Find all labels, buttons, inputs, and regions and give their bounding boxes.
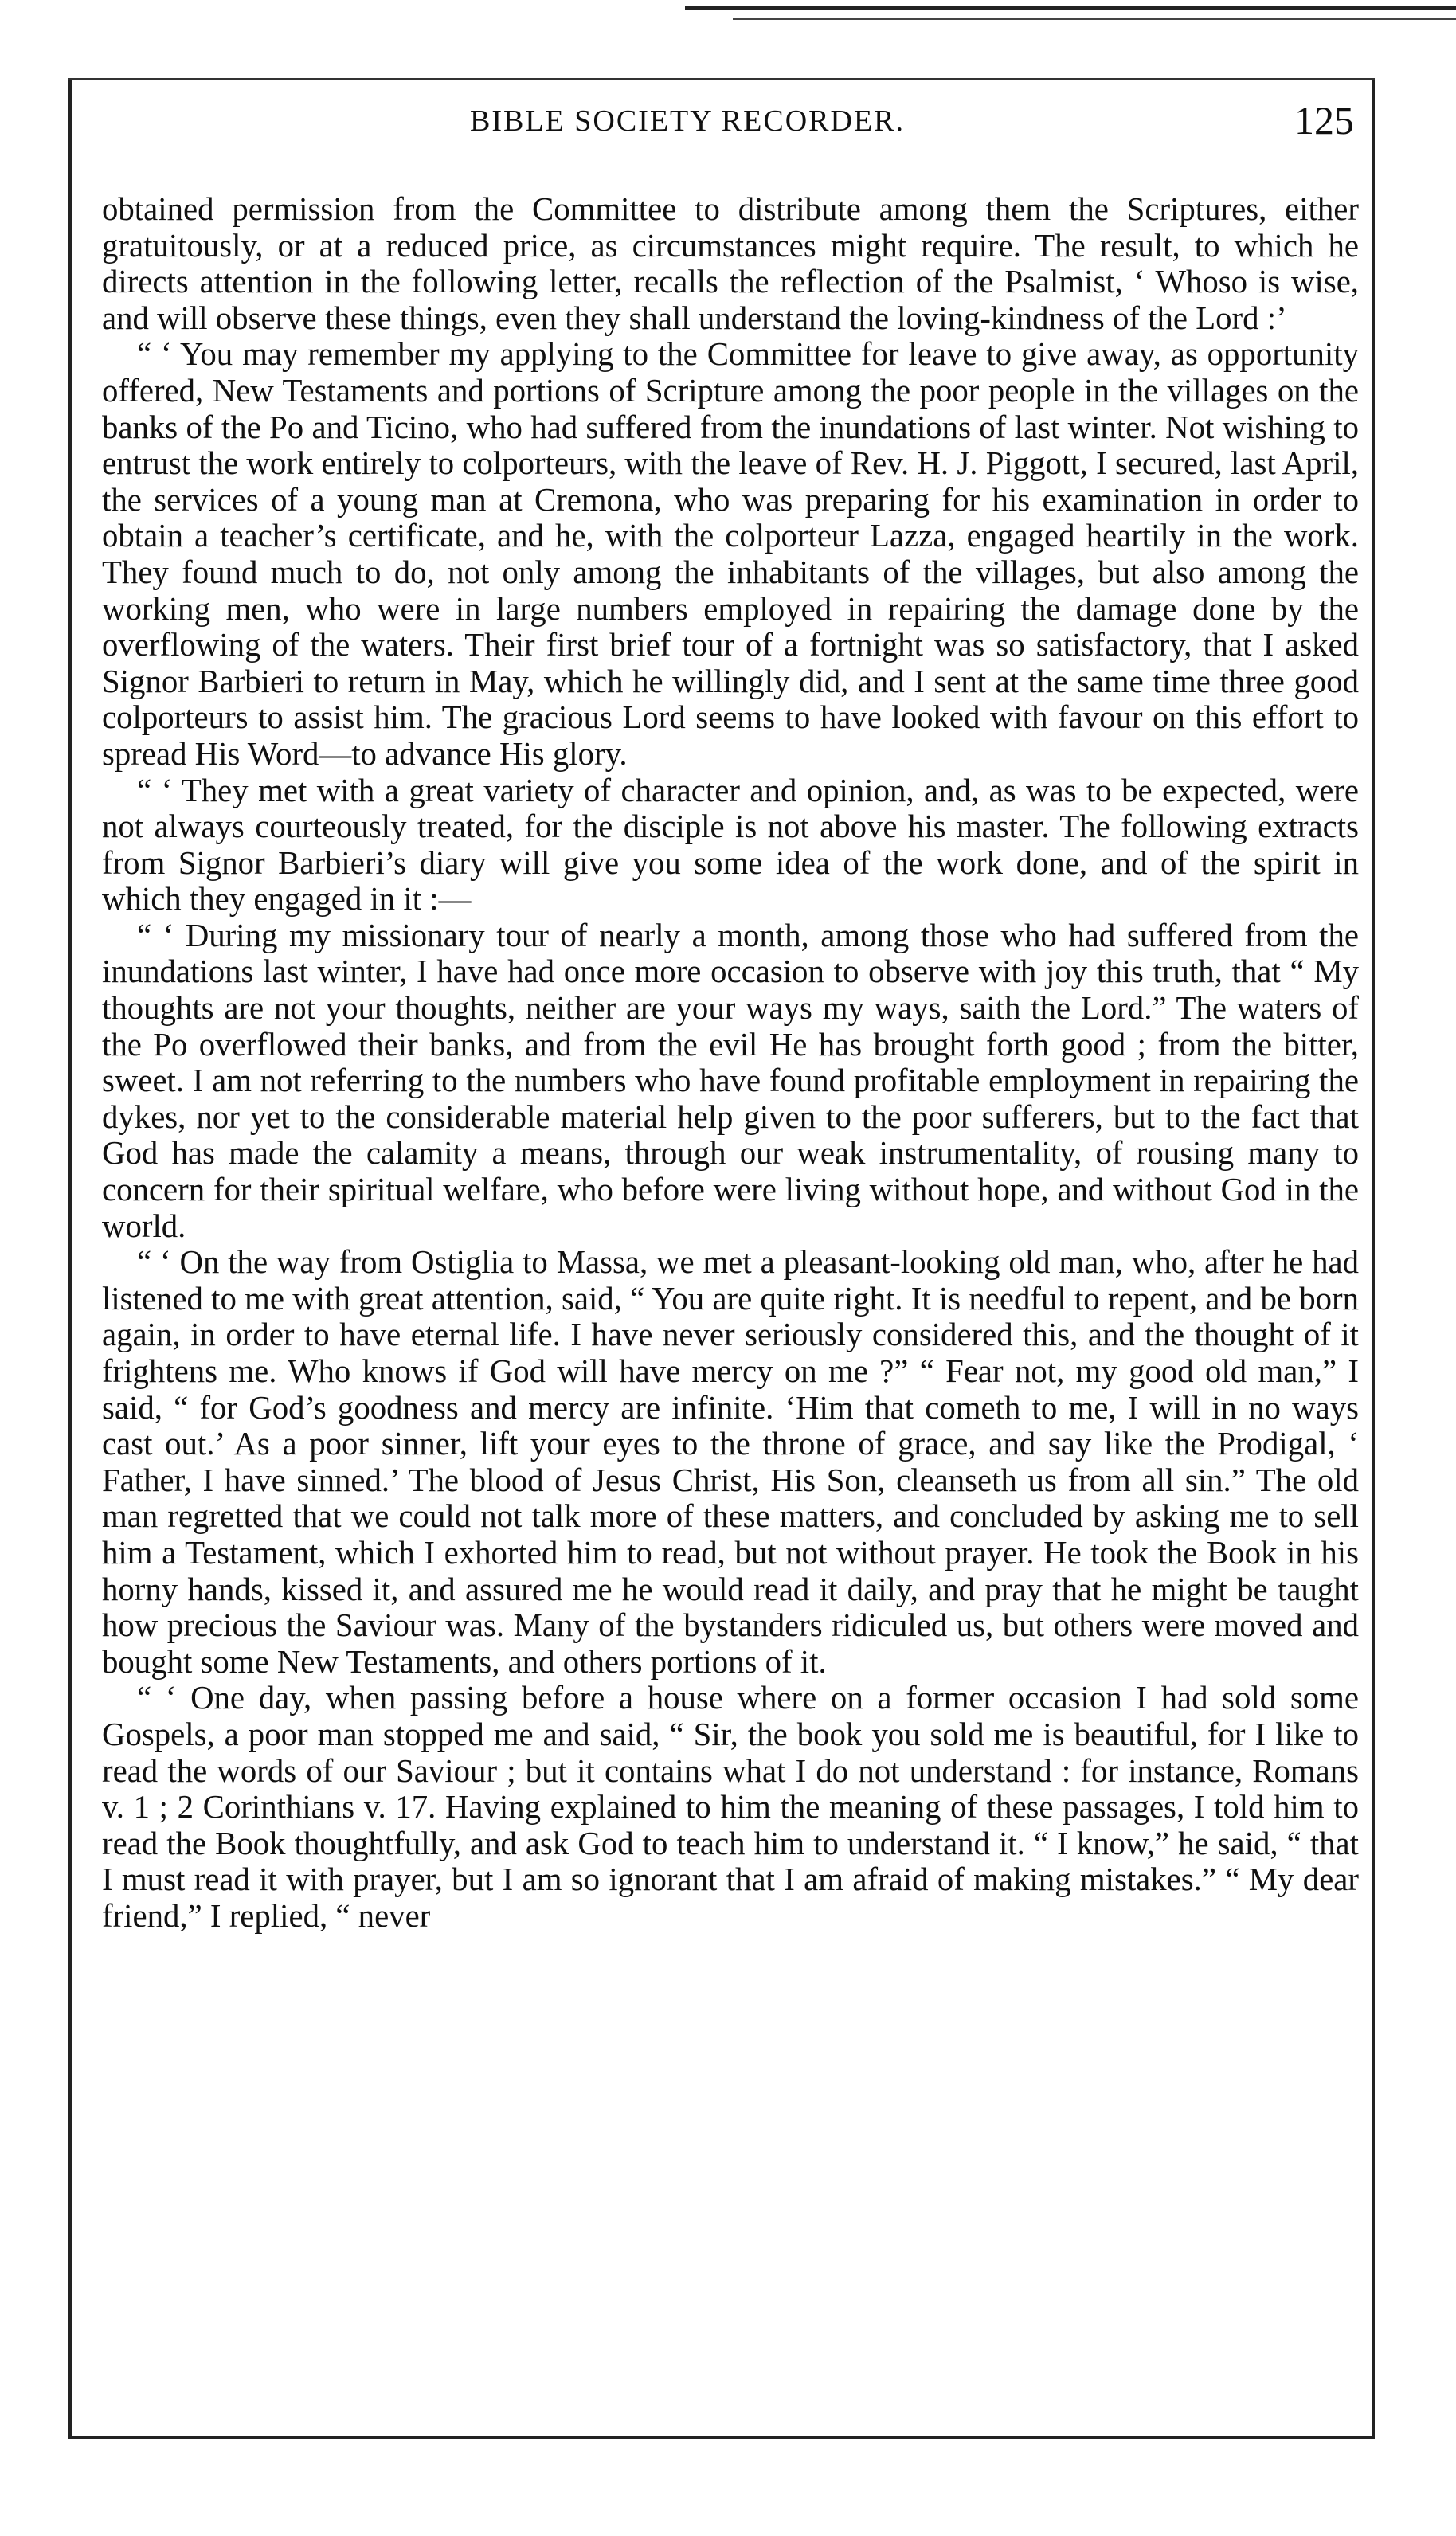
top-edge-rule: [685, 6, 1456, 10]
paragraph: obtained permission from the Committee to distribute among them the Scriptures, either gratuitously, or at a reduced price, as circumstances might require. The result, to which he directs attention in the following letter, recalls the reflection of the Psalmist, ‘ Whoso is wise, and will observe these things, even they shall understand the loving-kindness of the Lord :’: [102, 191, 1359, 336]
running-head: BIBLE SOCIETY RECORDER.: [470, 104, 905, 138]
top-edge-rule-secondary: [733, 18, 1456, 20]
article-body: [102, 191, 1359, 1935]
paragraph: “ ‘ One day, when passing before a house where on a former occasion I had sold some Gospels, a poor man stopped me and said, “ Sir, the book you sold me is beautiful, for I like to read the words of our Saviour ; but it contains what I do not understand : for instance, Romans v. 1 ; 2 Corinthians v. 17. Having explained to him the meaning of these passages, I told him to read the Book thoughtfully, and ask God to teach him to understand it. “ I know,” he said, “ that I must read it with prayer, but I am so ignorant that I am afraid of making mistakes.” “ My dear friend,” I replied, “ never: [102, 1680, 1359, 1934]
paragraph: “ ‘ During my missionary tour of nearly a month, among those who had suffered from the inundations last winter, I have had once more occasion to observe with joy this truth, that “ My thoughts are not your thoughts, neither are your ways my ways, saith the Lord.” The waters of the Po overflowed their banks, and from the evil He has brought forth good ; from the bitter, sweet. I am not referring to the numbers who have found profitable employment in repairing the dykes, nor yet to the considerable material help given to the poor sufferers, but to the fact that God has made the calamity a means, through our weak instrumentality, of rousing many to concern for their spiritual welfare, who before were living without hope, and without God in the world.: [102, 917, 1359, 1244]
page-frame-left: [68, 80, 72, 2437]
page-frame-bottom: [68, 2436, 1375, 2439]
paragraph: “ ‘ On the way from Ostiglia to Massa, we met a pleasant-looking old man, who, after he had listened to me with great attention, said, “ You are quite right. It is needful to repent, and be born again, in order to have eternal life. I have never seriously considered this, and the thought of it frightens me. Who knows if God will have mercy on me ?” “ Fear not, my good old man,” I said, “ for God’s goodness and mercy are infinite. ‘Him that cometh to me, I will in no ways cast out.’ As a poor sinner, lift your eyes to the throne of grace, and say like the Prodigal, ‘ Father, I have sinned.’ The blood of Jesus Christ, His Son, cleanseth us from all sin.” The old man regretted that we could not talk more of these matters, and concluded by asking me to sell him a Testament, which I exhorted him to read, but not without prayer. He took the Book in his horny hands, kissed it, and assured me he would read it daily, and pray that he might be taught how precious the Saviour was. Many of the bystanders ridiculed us, but others were moved and bought some New Testaments, and others portions of it.: [102, 1244, 1359, 1680]
page-header: [96, 97, 1354, 153]
page-frame-top: [68, 78, 1375, 80]
page-number: 125: [1294, 98, 1354, 143]
paragraph: “ ‘ You may remember my applying to the Committee for leave to give away, as opportunity offered, New Testaments and portions of Scripture among the poor people in the villages on the banks of the Po and Ticino, who had suffered from the inundations of last winter. Not wishing to entrust the work entirely to colporteurs, with the leave of Rev. H. J. Piggott, I secured, last April, the services of a young man at Cremona, who was preparing for his examination in order to obtain a teacher’s certificate, and he, with the colporteur Lazza, engaged heartily in the work. They found much to do, not only among the inhabitants of the villages, but also among the working men, who were in large numbers employed in repairing the damage done by the overflowing of the waters. Their first brief tour of a fortnight was so satisfactory, that I asked Signor Barbieri to return in May, which he willingly did, and I sent at the same time three good colporteurs to assist him. The gracious Lord seems to have looked with favour on this effort to spread His Word—to advance His glory.: [102, 336, 1359, 772]
page-frame-right: [1372, 80, 1375, 2437]
paragraph: “ ‘ They met with a great variety of character and opinion, and, as was to be expected, were not always courteously treated, for the disciple is not above his master. The following extracts from Signor Barbieri’s diary will give you some idea of the work done, and of the spirit in which they engaged in it :—: [102, 772, 1359, 918]
